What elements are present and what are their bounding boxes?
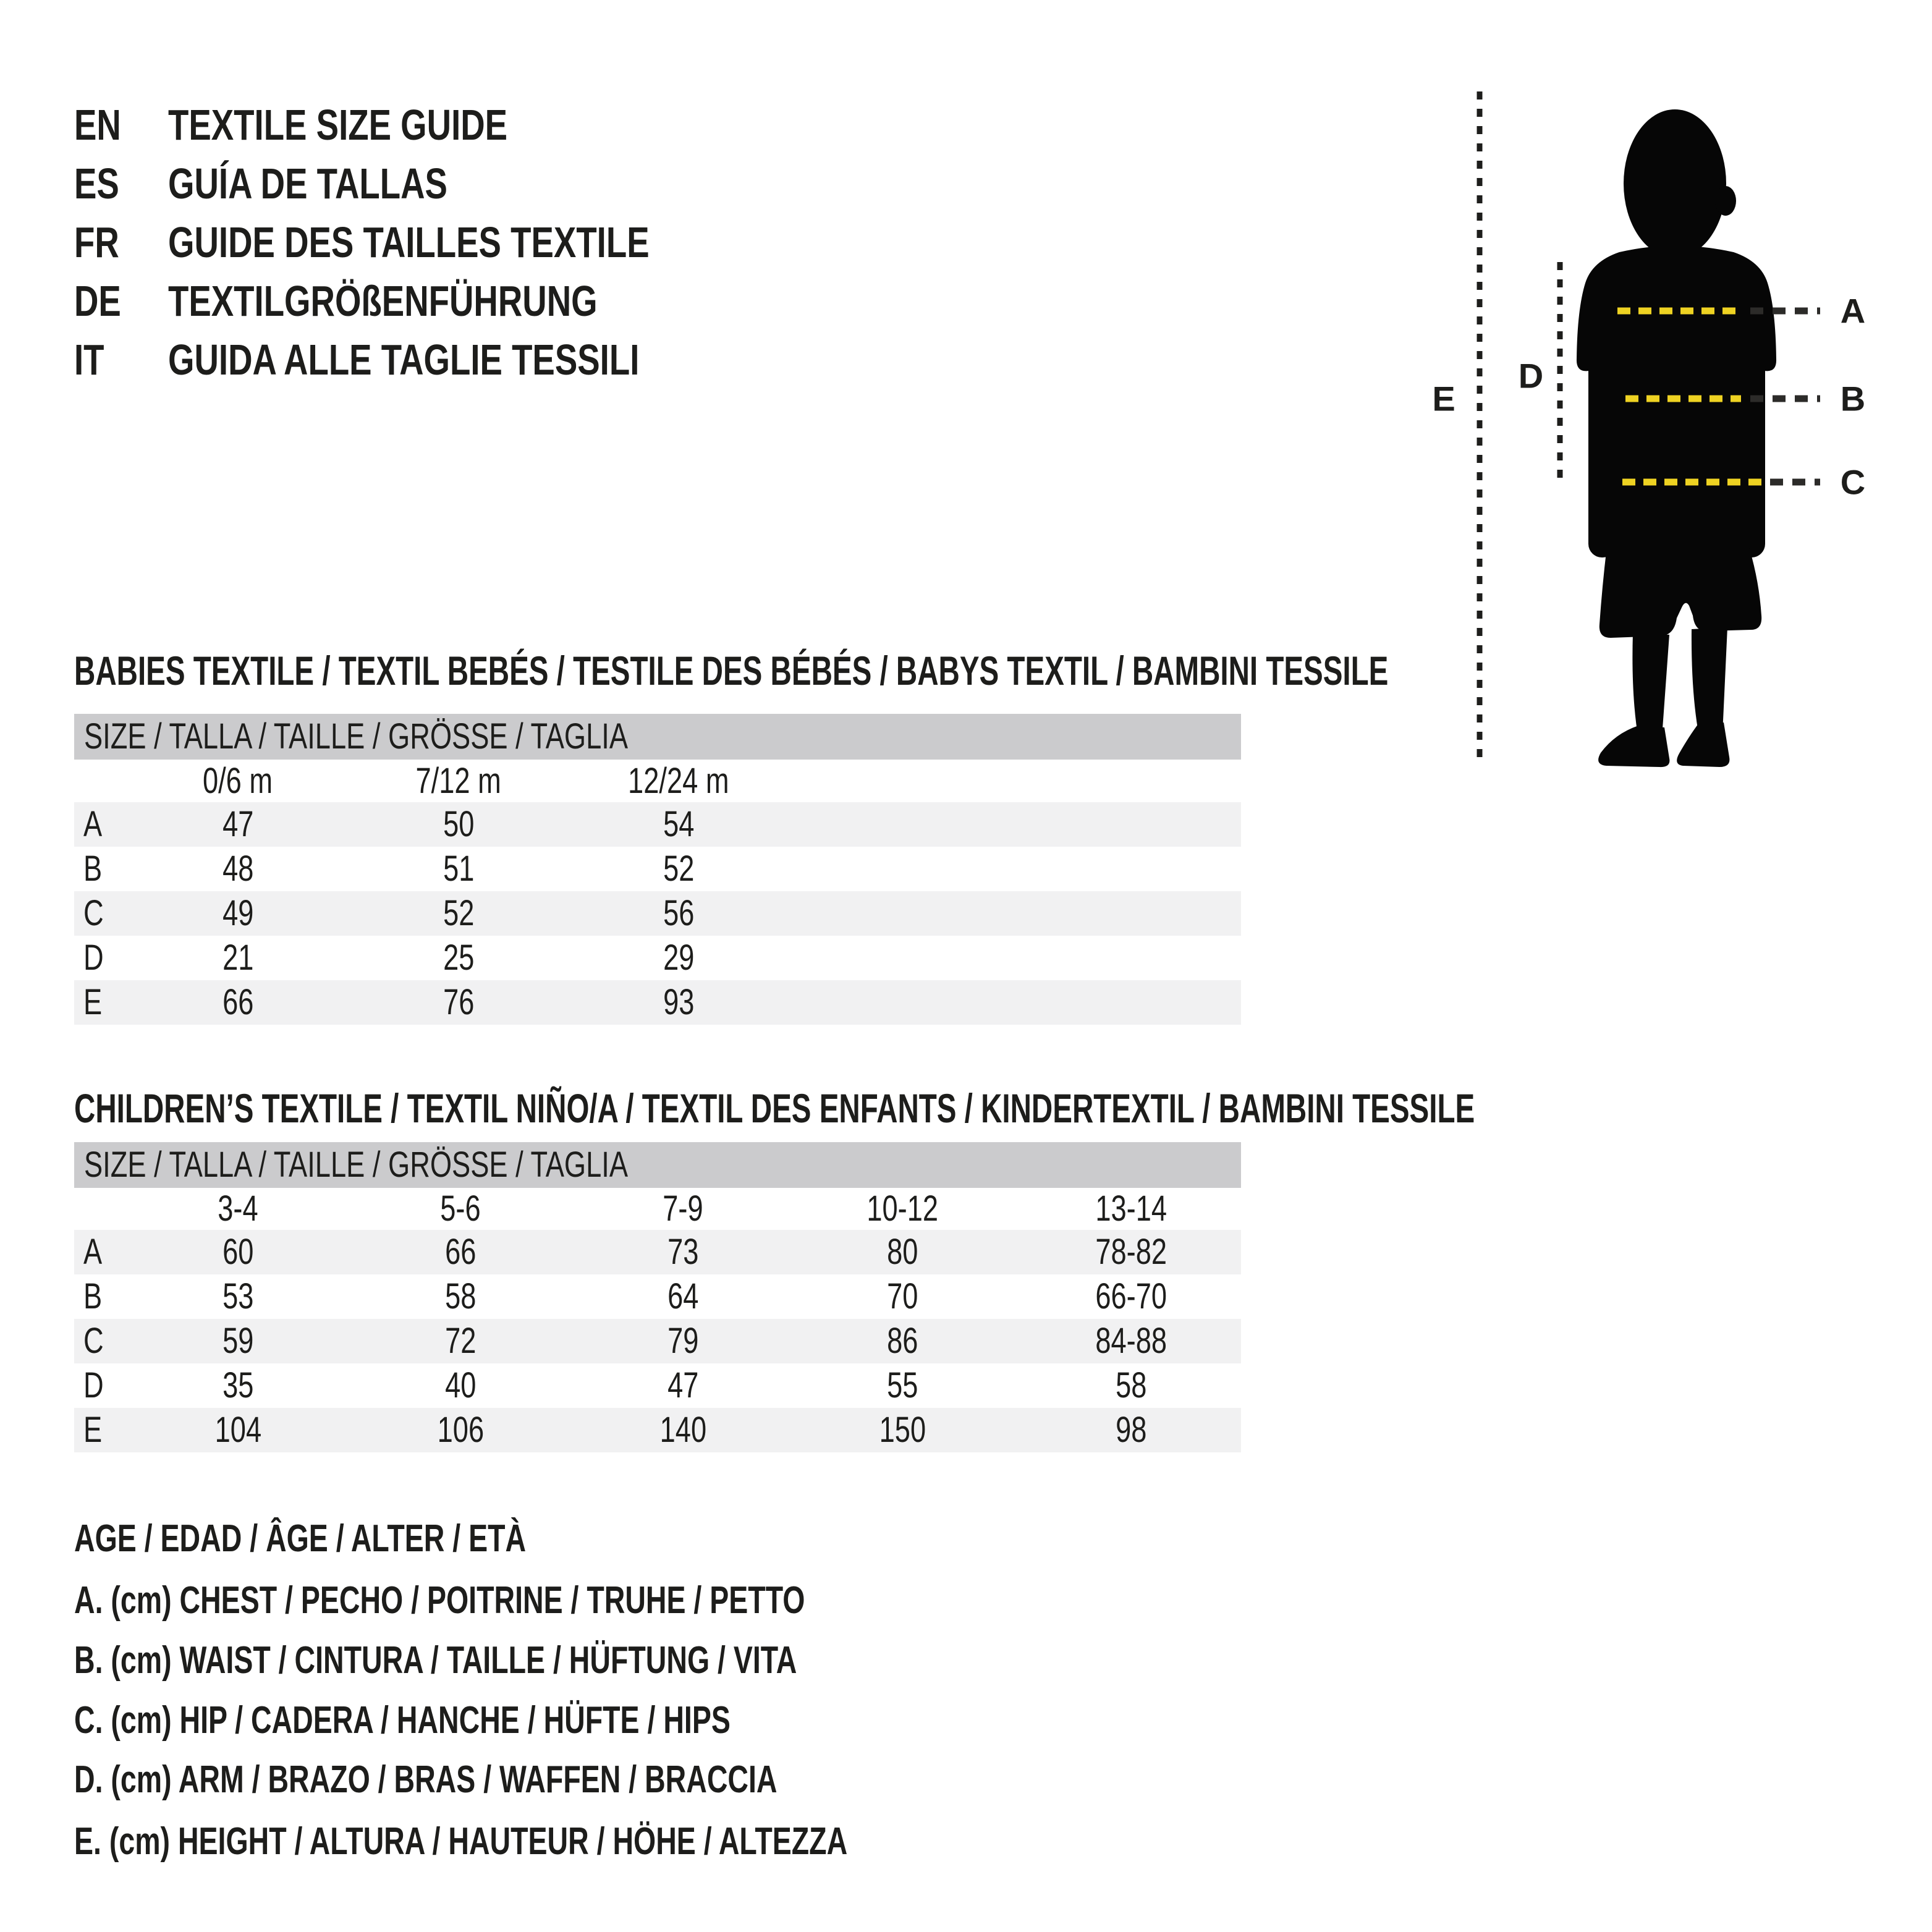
children-size-header-bar: SIZE / TALLA / TAILLE / GRÖSSE / TAGLIA — [74, 1142, 1241, 1188]
table-cell: 66 — [444, 1232, 477, 1272]
language-code: DE — [74, 277, 121, 325]
table-row — [74, 1230, 1241, 1274]
table-cell: 106 — [437, 1410, 484, 1450]
babies-section-heading: BABIES TEXTILE / TEXTIL BEBÉS / TESTILE DES BÉBÉS / BABYS TEXTIL / BAMBINI TESSILE — [74, 648, 1389, 693]
row-label: B — [83, 1276, 103, 1316]
language-title: GUÍA DE TALLAS — [168, 159, 447, 208]
table-cell: 73 — [667, 1232, 699, 1272]
table-cell: 98 — [1115, 1410, 1147, 1450]
measure-label-d: D — [1518, 356, 1544, 396]
measure-label-e: E — [1432, 379, 1455, 418]
column-header: 10-12 — [866, 1188, 938, 1229]
table-cell: 70 — [886, 1276, 918, 1316]
table-cell: 84-88 — [1095, 1321, 1167, 1361]
measure-label-a: A — [1840, 291, 1866, 331]
table-cell: 59 — [222, 1321, 254, 1361]
table-cell: 79 — [667, 1321, 699, 1361]
table-cell: 58 — [444, 1276, 477, 1316]
legend-line-arm: D. (cm) ARM / BRAZO / BRAS / WAFFEN / BRACCIA — [74, 1758, 777, 1801]
table-row — [74, 847, 1241, 891]
language-title: GUIDE DES TAILLES TEXTILE — [168, 218, 650, 266]
legend-line-height: E. (cm) HEIGHT / ALTURA / HAUTEUR / HÖHE / ALTEZZA — [74, 1820, 848, 1863]
table-cell: 52 — [663, 849, 695, 889]
table-row — [74, 1363, 1241, 1408]
language-code: FR — [74, 218, 119, 266]
row-label: E — [83, 982, 103, 1022]
row-label: D — [83, 1365, 104, 1405]
babies-column-header-row — [74, 759, 1241, 803]
row-label: D — [83, 938, 104, 978]
language-title: TEXTILE SIZE GUIDE — [168, 101, 508, 149]
row-label: A — [83, 1232, 103, 1272]
table-cell: 66 — [222, 982, 254, 1022]
children-section-heading: CHILDREN’S TEXTILE / TEXTIL NIÑO/A / TEXTIL DES ENFANTS / KINDERTEXTIL / BAMBINI TESSILE — [74, 1085, 1475, 1131]
table-cell: 53 — [222, 1276, 254, 1316]
table-row — [74, 1319, 1241, 1363]
table-row — [74, 936, 1241, 980]
table-cell: 64 — [667, 1276, 699, 1316]
legend-line-age: AGE / EDAD / ÂGE / ALTER / ETÀ — [74, 1517, 527, 1560]
table-cell: 48 — [222, 849, 254, 889]
table-cell: 47 — [667, 1365, 699, 1405]
table-row — [74, 1274, 1241, 1319]
table-cell: 104 — [214, 1410, 261, 1450]
table-cell: 47 — [222, 804, 254, 844]
column-header: 5-6 — [440, 1188, 481, 1229]
legend-line-hip: C. (cm) HIP / CADERA / HANCHE / HÜFTE / HIPS — [74, 1699, 731, 1742]
table-cell: 66-70 — [1095, 1276, 1167, 1316]
table-cell: 58 — [1115, 1365, 1147, 1405]
table-row — [74, 891, 1241, 936]
table-row — [74, 980, 1241, 1025]
row-label: B — [83, 849, 103, 889]
table-cell: 29 — [663, 938, 695, 978]
row-label: C — [83, 1321, 104, 1361]
table-cell: 76 — [443, 982, 475, 1022]
column-header: 7/12 m — [415, 761, 502, 801]
language-title-block — [74, 103, 1001, 393]
language-title: GUIDA ALLE TAGLIE TESSILI — [168, 336, 640, 384]
language-title: TEXTILGRÖßENFÜHRUNG — [168, 277, 598, 325]
column-header: 3-4 — [218, 1188, 258, 1229]
language-code: EN — [74, 101, 121, 149]
table-cell: 54 — [663, 804, 695, 844]
legend-line-waist: B. (cm) WAIST / CINTURA / TAILLE / HÜFTUNG / VITA — [74, 1639, 797, 1682]
table-row — [74, 1408, 1241, 1452]
row-label: C — [83, 893, 104, 933]
table-cell: 80 — [886, 1232, 918, 1272]
table-cell: 25 — [443, 938, 475, 978]
legend-line-chest: A. (cm) CHEST / PECHO / POITRINE / TRUHE / PETTO — [74, 1579, 805, 1622]
table-cell: 78-82 — [1095, 1232, 1167, 1272]
table-cell: 72 — [444, 1321, 477, 1361]
children-column-header-row — [74, 1187, 1241, 1231]
babies-size-header-bar: SIZE / TALLA / TAILLE / GRÖSSE / TAGLIA — [74, 714, 1241, 760]
table-cell: 140 — [659, 1410, 706, 1450]
table-cell: 40 — [444, 1365, 477, 1405]
table-cell: 86 — [886, 1321, 918, 1361]
measurement-legend — [74, 1517, 1063, 1866]
table-cell: 93 — [663, 982, 695, 1022]
table-cell: 21 — [222, 938, 254, 978]
language-code: IT — [74, 336, 104, 384]
table-cell: 49 — [222, 893, 254, 933]
table-cell: 35 — [222, 1365, 254, 1405]
table-cell: 60 — [222, 1232, 254, 1272]
table-row — [74, 802, 1241, 847]
row-label: A — [83, 804, 103, 844]
table-cell: 150 — [879, 1410, 926, 1450]
column-header: 12/24 m — [628, 761, 729, 801]
row-label: E — [83, 1410, 103, 1450]
column-header: 0/6 m — [203, 761, 273, 801]
column-header: 13-14 — [1095, 1188, 1167, 1229]
measure-label-c: C — [1840, 462, 1866, 502]
table-cell: 51 — [443, 849, 475, 889]
language-code: ES — [74, 159, 119, 208]
column-header: 7-9 — [663, 1188, 703, 1229]
table-cell: 56 — [663, 893, 695, 933]
table-cell: 55 — [886, 1365, 918, 1405]
table-cell: 50 — [443, 804, 475, 844]
table-cell: 52 — [443, 893, 475, 933]
measure-label-b: B — [1840, 379, 1866, 418]
